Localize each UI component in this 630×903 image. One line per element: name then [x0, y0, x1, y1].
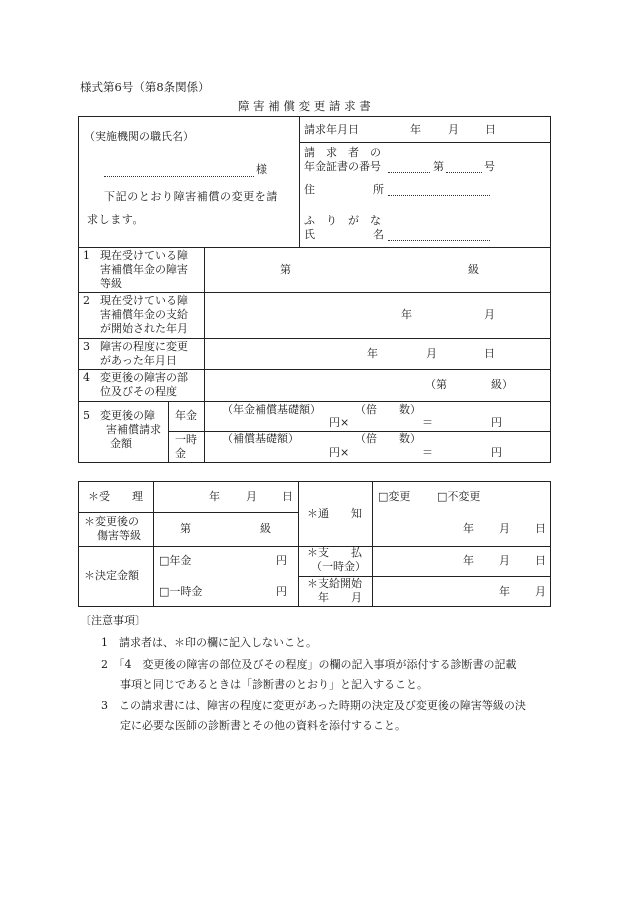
row4-number: 4 — [83, 371, 90, 384]
row2-label-b: 害補償年金の支給 — [100, 308, 188, 321]
row5-pension-yenx: 円× — [329, 416, 350, 429]
row1-dai: 第 — [280, 263, 291, 276]
row5-sub-divider — [168, 401, 169, 463]
row5-label-b: 害補償請求 — [106, 423, 161, 436]
request-date-month: 月 — [448, 123, 459, 136]
office-lump-checkbox[interactable]: □一時金 — [159, 585, 203, 598]
row1-label-a: 現在受けている障 — [100, 249, 188, 262]
row5-pension-bai: （倍 数） — [355, 403, 421, 416]
row5-label-a: 変更後の障 — [100, 409, 155, 422]
office-payment-label-b: （一時金） — [311, 560, 366, 573]
row2-label-a: 現在受けている障 — [100, 294, 188, 307]
office-change-checkbox[interactable]: □変更 — [378, 490, 411, 503]
row2-year: 年 — [401, 308, 412, 321]
claimant-label: 請 求 者 の — [304, 146, 381, 159]
form-title: 障 害 補 償 変 更 請 求 書 — [238, 99, 371, 113]
request-date-day: 日 — [485, 123, 496, 136]
office-row1-left — [78, 512, 298, 513]
furigana-label: ふ り が な — [304, 214, 381, 227]
address-label2: 所 — [373, 183, 384, 196]
office-payment-year: 年 — [463, 554, 474, 567]
row5-pension-eq: ＝ — [422, 416, 433, 429]
cert-line-a — [388, 172, 430, 173]
row2-label-c: が開始された年月 — [100, 322, 188, 335]
row1-label-b: 害補償年金の障害 — [100, 263, 188, 276]
cert-line-b — [446, 172, 482, 173]
note-3a: 3 この請求書には、障害の程度に変更があった時期の決定及び変更後の障害等級の決 — [101, 699, 526, 712]
cert-go: 号 — [484, 160, 495, 173]
office-col2 — [298, 481, 299, 607]
row3-year: 年 — [367, 347, 378, 360]
row3-bottom — [78, 369, 551, 370]
office-notice-year: 年 — [463, 522, 474, 535]
address-line — [388, 195, 490, 196]
note-2a: 2 「4 変更後の障害の部位及びその程度」の欄の記入事項が添付する診断書の記載 — [101, 658, 517, 671]
date-row-divider — [299, 142, 551, 143]
row5-lump-bai: （倍 数） — [355, 432, 421, 445]
form-number: 様式第6号（第8条関係） — [80, 80, 210, 94]
office-payment-label-a: ＊支 払 — [307, 546, 362, 559]
request-text-line1: 下記のとおり障害補償の変更を請 — [104, 190, 278, 203]
request-text-line2: 求します。 — [87, 213, 145, 226]
office-payment-day: 日 — [535, 554, 546, 567]
notes-heading: 〔注意事項〕 — [80, 614, 146, 627]
row5-pension-yen: 円 — [491, 416, 502, 429]
office-notice-label: ＊通 知 — [307, 507, 362, 520]
row5-pension-base: （年金補償基礎額） — [222, 403, 321, 416]
note-2b: 事項と同じであるときは「診断書のとおり」と記入すること。 — [120, 678, 428, 691]
row5-label-c: 金額 — [110, 437, 132, 450]
row5-lump-yenx: 円× — [329, 446, 350, 459]
office-receipt-label: ＊受 理 — [88, 490, 143, 503]
request-date-label: 請求年月日 — [304, 123, 359, 136]
row2-month: 月 — [484, 308, 495, 321]
office-start-month: 月 — [535, 585, 546, 598]
row4-bottom — [78, 401, 551, 402]
institution-label: （実施機関の職氏名） — [84, 130, 194, 143]
row1-kyu: 級 — [468, 263, 479, 276]
row3-month: 月 — [426, 347, 437, 360]
office-start-label-a: ＊支給開始 — [307, 577, 362, 590]
office-payment-month: 月 — [499, 554, 510, 567]
office-grade-dai: 第 — [180, 522, 191, 535]
name-label: 氏 — [304, 228, 315, 241]
office-receipt-year: 年 — [209, 490, 220, 503]
office-notice-month: 月 — [499, 522, 510, 535]
row5-lump-yen: 円 — [491, 446, 502, 459]
note-3b: 定に必要な医師の診断書とその他の資料を添付すること。 — [120, 719, 406, 732]
row1-label-c: 等級 — [100, 277, 122, 290]
office-grade-label-b: 傷害等級 — [97, 529, 141, 542]
row2-number: 2 — [83, 294, 90, 307]
row1-bottom — [78, 292, 551, 293]
office-pension-yen: 円 — [276, 554, 287, 567]
name-label2: 名 — [373, 228, 384, 241]
row5-lump-label-a: 一時 — [175, 433, 197, 446]
row3-day: 日 — [484, 347, 495, 360]
office-start-year: 年 — [499, 585, 510, 598]
cert-dai: 第 — [433, 160, 444, 173]
top-block-bottom — [78, 247, 551, 248]
row5-pension-label: 年金 — [175, 409, 197, 422]
office-col1 — [153, 481, 154, 607]
row5-number: 5 — [83, 409, 90, 422]
office-decided-amount-label: ＊決定金額 — [84, 569, 139, 582]
honorific: 様 — [256, 163, 267, 176]
name-line — [388, 240, 490, 241]
office-lump-yen: 円 — [276, 585, 287, 598]
office-receipt-month: 月 — [246, 490, 257, 503]
pension-cert-label: 年金証書の番号 — [304, 160, 381, 173]
row3-label-a: 障害の程度に変更 — [100, 340, 188, 353]
office-grade-kyu: 級 — [260, 522, 271, 535]
row4-label-b: 位及びその程度 — [100, 385, 177, 398]
note-1: 1 請求者は、＊印の欄に記入しないこと。 — [101, 636, 317, 649]
office-pension-checkbox[interactable]: □年金 — [159, 554, 192, 567]
row1-number: 1 — [83, 249, 90, 262]
row4-label-a: 変更後の障害の部 — [100, 371, 188, 384]
row2-bottom — [78, 338, 551, 339]
office-start-label-b: 年 月 — [318, 591, 362, 604]
address-label: 住 — [304, 183, 315, 196]
row5-comp-base: （補償基礎額） — [222, 432, 299, 445]
row5-lump-label-b: 金 — [175, 447, 186, 460]
top-block-divider — [299, 116, 300, 247]
row3-label-b: があった年月日 — [100, 354, 177, 367]
office-notice-day: 日 — [535, 522, 546, 535]
office-grade-label-a: ＊変更後の — [84, 515, 139, 528]
row3-number: 3 — [83, 340, 90, 353]
office-col3 — [372, 481, 373, 607]
row4-value: （第 級） — [425, 378, 513, 391]
institution-line — [104, 176, 254, 177]
office-receipt-day: 日 — [282, 490, 293, 503]
request-date-year: 年 — [410, 123, 421, 136]
office-nochange-checkbox[interactable]: □不変更 — [437, 490, 481, 503]
row5-lump-eq: ＝ — [422, 446, 433, 459]
